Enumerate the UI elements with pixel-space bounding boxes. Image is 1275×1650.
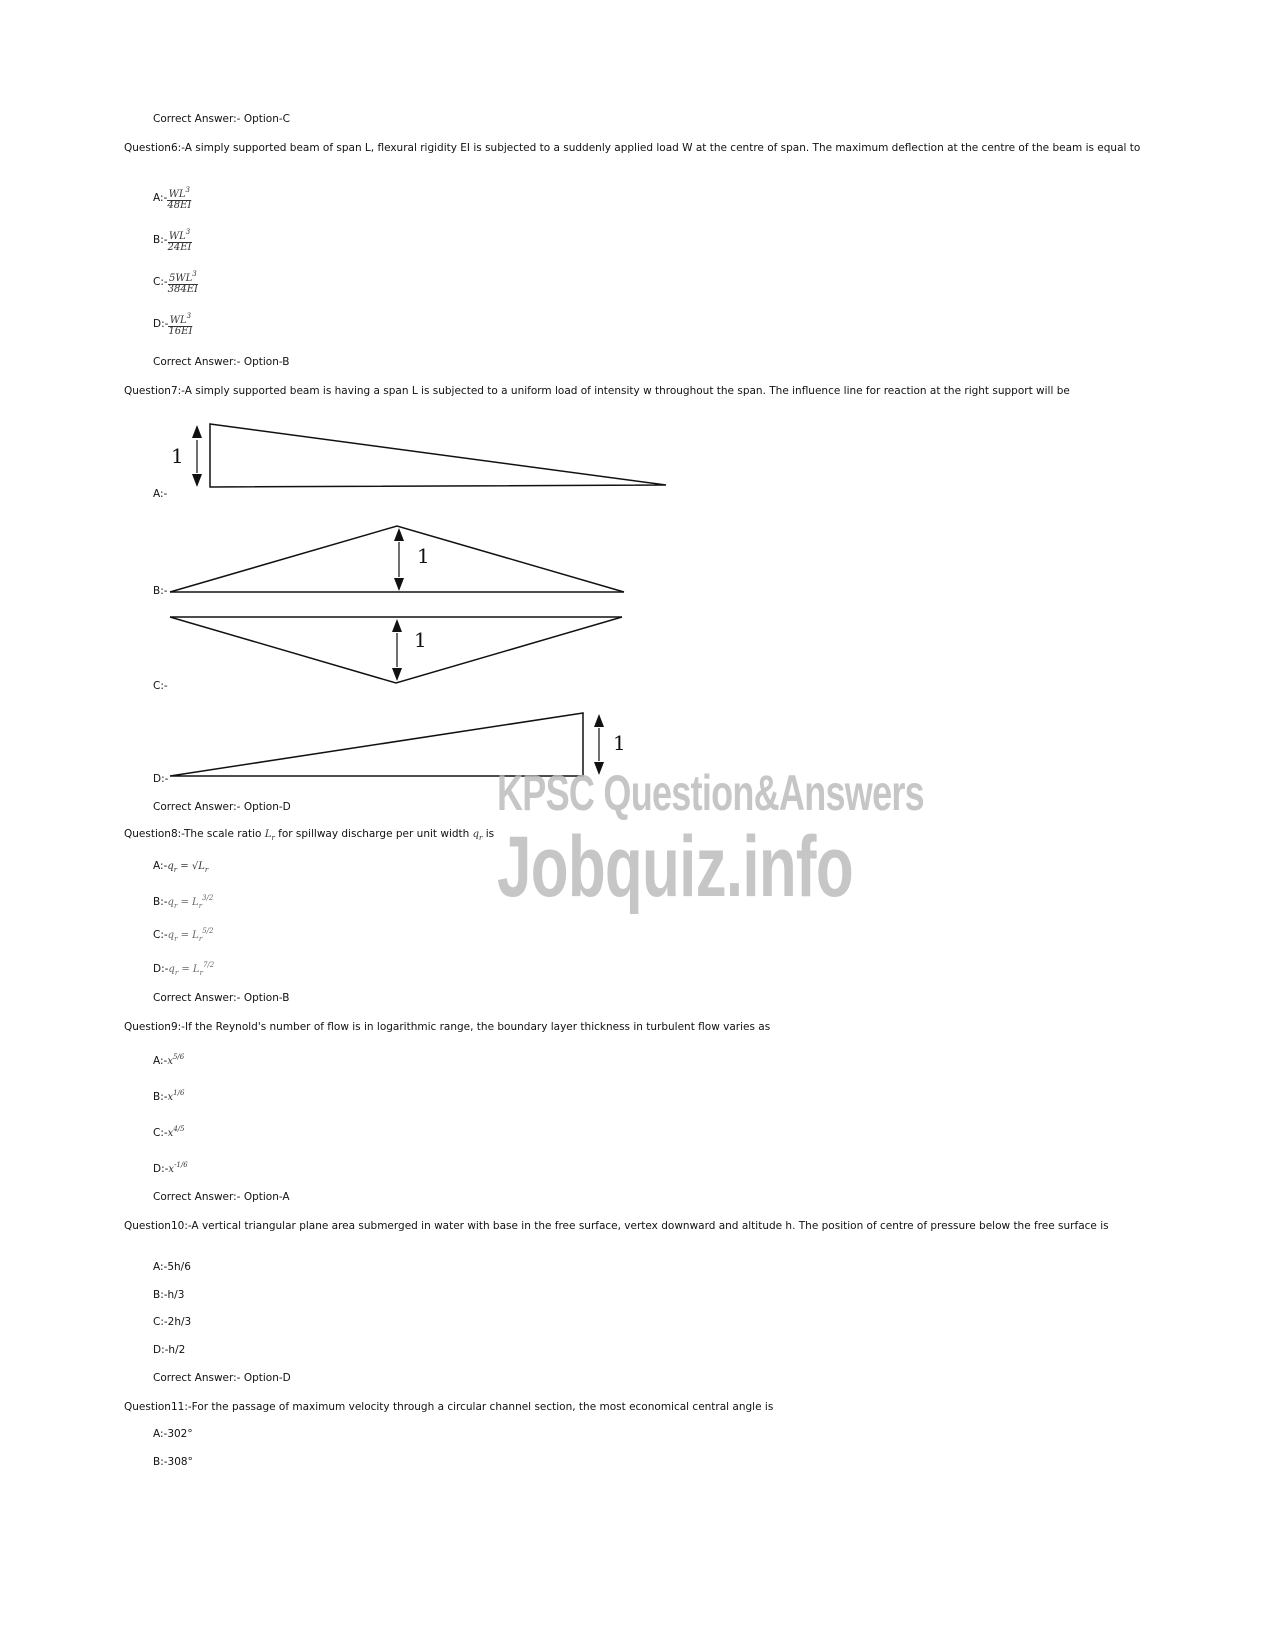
- question-10-text: Question10:-A vertical triangular plane area submerged in water with base in the free surface, vertex downward and altitude h. The position of centre of pressure below the free surface is: [124, 1220, 1109, 1232]
- q9-option-b: $B:-x^{1/6}$: [153, 1089, 185, 1103]
- q10-option-d: D:-h/2: [153, 1344, 186, 1356]
- correct-answer-q6: Correct Answer:- Option-B: [153, 356, 290, 368]
- q7-option-a-label: A:-: [153, 488, 168, 500]
- option-label: C:-: [153, 276, 168, 288]
- question-6-text: Question6:-A simply supported beam of span L, flexural rigidity EI is subjected to a suddenly applied load W at the centre of span. The maximum deflection at the centre of the beam is equal to: [124, 142, 1141, 154]
- option-label: A:-: [153, 192, 168, 204]
- watermark-kpsc: KPSC Question&Answers: [497, 765, 924, 821]
- q7-diagram-c-value: 1: [414, 628, 427, 652]
- q8-option-a: $A:-q_r = √L_r$: [153, 860, 209, 874]
- q6-option-d: D:- $\frac{WL^3}{16EI}$: [153, 312, 193, 337]
- correct-answer-q5: Correct Answer:- Option-C: [153, 113, 290, 125]
- q6-option-a: A:- $\frac{WL^3}{48EI}$: [153, 186, 192, 211]
- q6-option-c: C:- $\frac{5WL^3}{384EI}$: [153, 270, 199, 295]
- correct-answer-q9: Correct Answer:- Option-A: [153, 1191, 290, 1203]
- q10-option-c: C:-2h/3: [153, 1316, 192, 1328]
- correct-answer-q7: Correct Answer:- Option-D: [153, 801, 291, 813]
- option-label: B:-: [153, 234, 168, 246]
- q7-option-b-label: B:-: [153, 585, 168, 597]
- q7-diagram-a-value: 1: [171, 444, 184, 468]
- q7-diagram-d-value: 1: [613, 731, 626, 755]
- q7-option-d-label: D:-: [153, 773, 169, 785]
- q10-option-b: B:-h/3: [153, 1289, 185, 1301]
- q8-option-d: $D:-q_r = L_r^{7/2}$: [153, 961, 215, 977]
- question-8-text: Question8:-The scale ratio $L_r$ for spillway discharge per unit width $q_r$ is: [124, 828, 495, 842]
- q7-diagram-c: [170, 617, 622, 683]
- q8-option-c: $C:-q_r = L_r^{5/2}$: [153, 927, 214, 943]
- q7-option-c-label: C:-: [153, 680, 168, 692]
- question-9-text: Question9:-If the Reynold's number of flow is in logarithmic range, the boundary layer thickness in turbulent flow varies as: [124, 1021, 771, 1033]
- q7-diagram-b-value: 1: [417, 544, 430, 568]
- q10-option-a: A:-5h/6: [153, 1261, 191, 1273]
- question-7-text: Question7:-A simply supported beam is having a span L is subjected to a uniform load of intensity w throughout the span. The influence line for reaction at the right support will be: [124, 385, 1070, 397]
- q11-option-b: B:-308°: [153, 1456, 193, 1468]
- watermark-jobquiz: Jobquiz.info: [497, 819, 853, 915]
- correct-answer-q8: Correct Answer:- Option-B: [153, 992, 290, 1004]
- q6-option-b: B:- $\frac{WL^3}{24EI}$: [153, 228, 192, 253]
- q9-option-d: $D:-x^{-1/6}$: [153, 1161, 188, 1175]
- q9-option-a: $A:-x^{5/6}$: [153, 1053, 185, 1067]
- q7-diagram-b: [170, 526, 624, 592]
- q11-option-a: A:-302°: [153, 1428, 193, 1440]
- correct-answer-q10: Correct Answer:- Option-D: [153, 1372, 291, 1384]
- question-11-text: Question11:-For the passage of maximum velocity through a circular channel section, the most economical central angle is: [124, 1401, 774, 1413]
- q8-option-b: $B:-q_r = L_r^{3/2}$: [153, 894, 214, 910]
- option-label: D:-: [153, 318, 169, 330]
- q7-diagram-a: [192, 424, 666, 487]
- q9-option-c: $C:-x^{4/5}$: [153, 1125, 185, 1139]
